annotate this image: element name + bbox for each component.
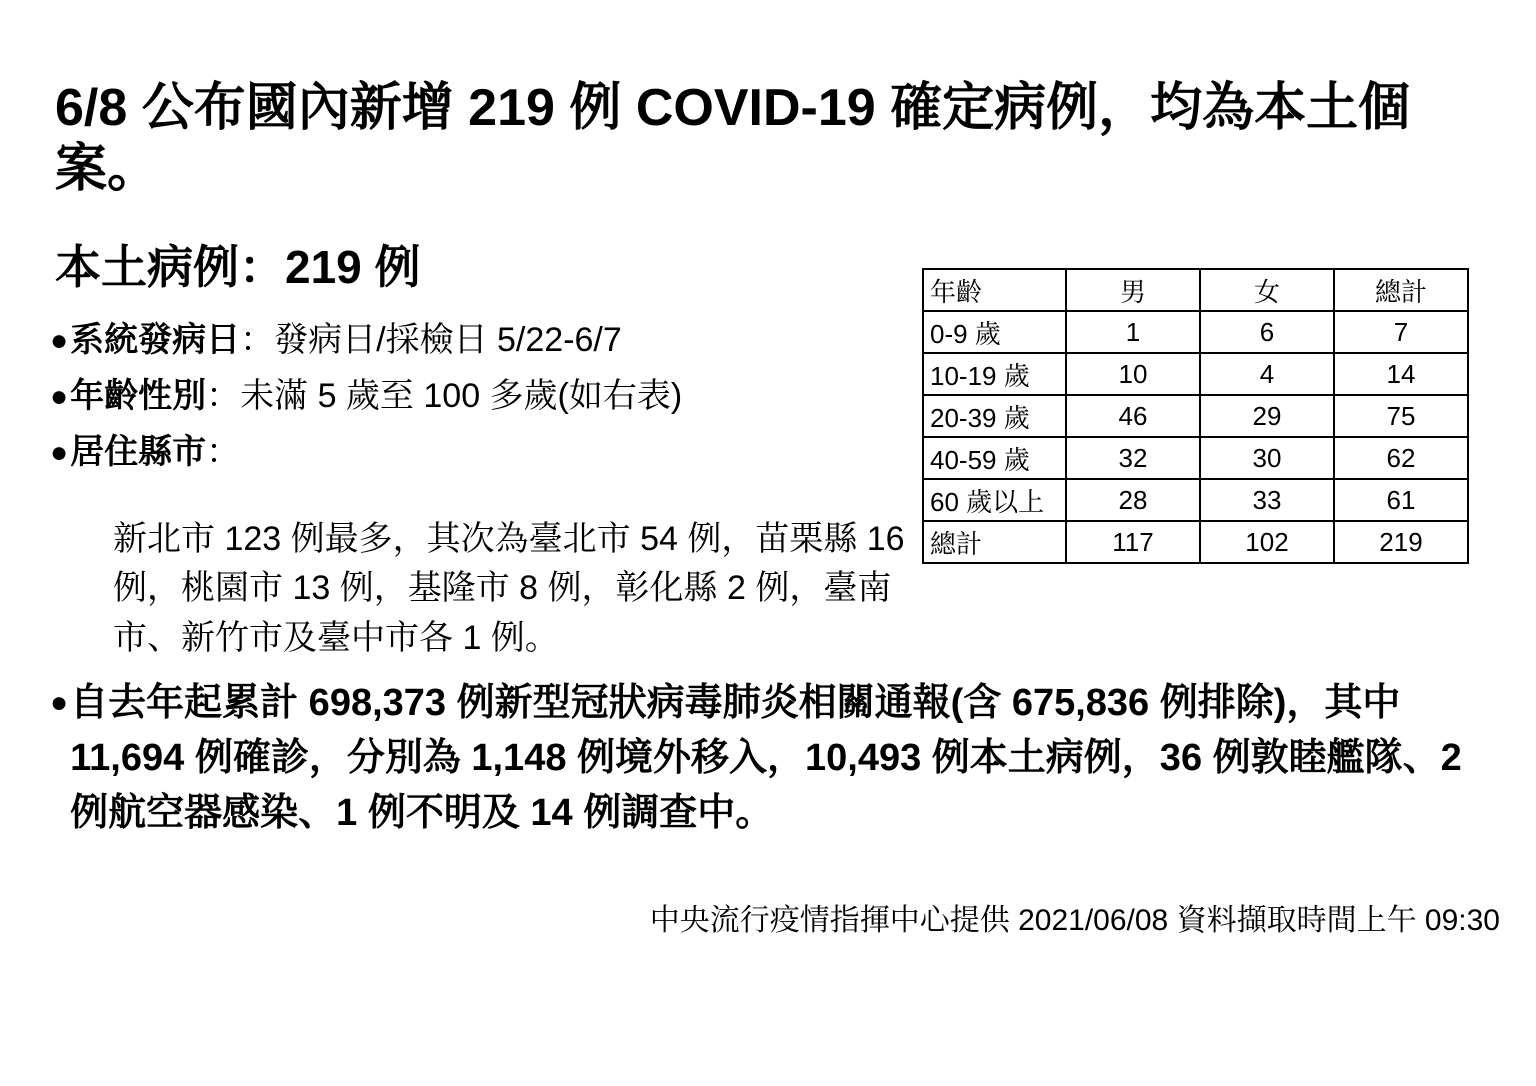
page-title: 6/8 公布國內新增 219 例 COVID-19 確定病例，均為本土個案。 — [55, 79, 1411, 199]
onset-date-label: 系統發病日 — [70, 321, 241, 359]
table-total-row — [923, 521, 1468, 563]
source-footer: 中央流行疫情指揮中心提供 2021/06/08 資料擷取時間上午 09:30 — [649, 904, 1500, 937]
cumulative-summary — [50, 676, 1500, 841]
table-cell-female: 6 — [1200, 311, 1334, 353]
table-cell-male: 117 — [1066, 521, 1200, 563]
table-cell-total: 219 — [1334, 521, 1468, 563]
table-row — [923, 479, 1468, 521]
table-cell-age: 總計 — [923, 521, 1066, 563]
table-cell-age: 0-9 歲 — [923, 311, 1066, 353]
table-cell-male: 10 — [1066, 353, 1200, 395]
table-cell-male: 28 — [1066, 479, 1200, 521]
table-cell-total: 14 — [1334, 353, 1468, 395]
table-cell-total: 62 — [1334, 437, 1468, 479]
table-cell-male: 46 — [1066, 395, 1200, 437]
residence-line — [70, 430, 240, 476]
list-item — [50, 374, 930, 420]
age-gender-line — [70, 374, 682, 420]
residence-separator: ： — [206, 432, 241, 471]
list-item — [50, 318, 930, 364]
bullet-dot-icon: ● — [50, 435, 69, 469]
city-breakdown-text: 新北市 123 例最多，其次為臺北市 54 例，苗栗縣 16 例，桃園市 13 例，基隆市 8 例，彰化縣 2 例，臺南市、新竹市及臺中市各 1 例。 — [113, 520, 905, 657]
bullet-list — [50, 318, 930, 486]
bullet-dot-icon: ● — [50, 686, 69, 719]
onset-date-line — [70, 318, 622, 364]
cumulative-summary-text: 自去年起累計 698,373 例新型冠狀病毒肺炎相關通報(含 675,836 例排除)，其中 11,694 例確診，分別為 1,148 例境外移入，10,493 例本土病例，36 例敦睦艦隊、2 例航空器感染、1 例不明及 14 例調查中。 — [70, 682, 1462, 835]
table-cell-female: 4 — [1200, 353, 1334, 395]
table-cell-total: 75 — [1334, 395, 1468, 437]
age-gender-value: 未滿 5 歲至 100 多歲(如右表) — [240, 376, 683, 415]
table-row — [923, 395, 1468, 437]
age-gender-table — [922, 268, 1469, 564]
table-cell-total: 61 — [1334, 479, 1468, 521]
table-header-row — [923, 269, 1468, 311]
table-cell-female: 33 — [1200, 479, 1334, 521]
table-cell-age: 10-19 歲 — [923, 353, 1066, 395]
table-cell-female: 29 — [1200, 395, 1334, 437]
table-row — [923, 311, 1468, 353]
table-header-female: 女 — [1200, 269, 1334, 311]
age-gender-label: 年齡性別 — [70, 376, 207, 415]
list-item — [50, 430, 930, 476]
local-cases-subtitle: 本土病例：219 例 — [55, 241, 421, 293]
residence-label: 居住縣市 — [70, 432, 207, 471]
bullet-dot-icon: ● — [50, 324, 69, 357]
table-row — [923, 437, 1468, 479]
bullet-dot-icon: ● — [50, 379, 69, 413]
onset-date-value: 發病日/採檢日 5/22-6/7 — [274, 321, 622, 359]
table-cell-male: 32 — [1066, 437, 1200, 479]
table-header-total: 總計 — [1334, 269, 1468, 311]
table-cell-male: 1 — [1066, 311, 1200, 353]
table-cell-total: 7 — [1334, 311, 1468, 353]
onset-date-separator: ： — [240, 321, 275, 359]
table-cell-female: 102 — [1200, 521, 1334, 563]
table-cell-age: 40-59 歲 — [923, 437, 1066, 479]
table-cell-female: 30 — [1200, 437, 1334, 479]
table-cell-age: 60 歲以上 — [923, 479, 1066, 521]
table-header-age: 年齡 — [923, 269, 1066, 311]
table-row — [923, 353, 1468, 395]
table-cell-age: 20-39 歲 — [923, 395, 1066, 437]
table-header-male: 男 — [1066, 269, 1200, 311]
age-gender-separator: ： — [206, 376, 241, 415]
